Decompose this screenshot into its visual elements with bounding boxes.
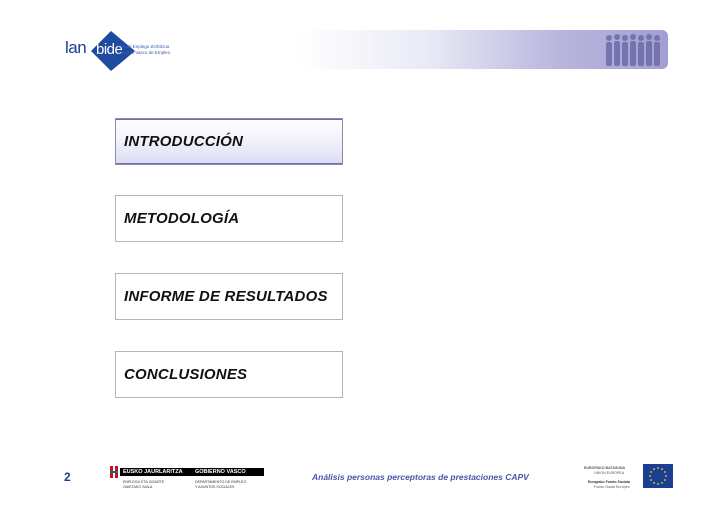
menu-item-label: INFORME DE RESULTADOS — [124, 288, 328, 305]
gov-label-basque: EUSKO JAURLARITZA — [123, 469, 183, 475]
menu-item-label: METODOLOGÍA — [124, 210, 240, 227]
people-silhouettes-icon — [604, 33, 662, 67]
gov-dept-2-line-1: DEPARTAMENTO DE EMPLEO — [195, 480, 247, 484]
menu-item-label: CONCLUSIONES — [124, 366, 248, 383]
menu-item-metodologia[interactable] — [115, 195, 343, 242]
lanbide-logo — [58, 29, 208, 73]
gov-dept-1-line-1: ENPLEGU ETA GIZARTE — [123, 480, 165, 484]
gobierno-vasco-logo — [110, 466, 260, 496]
eu-line-3: Europako Fondo Soziala — [588, 480, 630, 484]
eu-line-1: EUROPAKO BATASUNA — [584, 466, 626, 470]
eu-line-4: Fondo Social Europeo — [594, 485, 630, 489]
logo-text-bide: bide — [96, 41, 123, 58]
logo-subtitle-2: Servicio Vasco de Empleo — [118, 50, 171, 55]
menu-item-conclusiones[interactable] — [115, 351, 343, 398]
menu-item-introduccion[interactable] — [115, 118, 343, 165]
footer-document-title: Análisis personas perceptoras de prestaciones CAPV — [312, 472, 529, 482]
gov-dept-2-line-2: Y ASUNTOS SOCIALES — [195, 485, 235, 489]
gov-label-spanish: GOBIERNO VASCO — [195, 469, 246, 475]
header-banner — [297, 30, 668, 69]
eu-flag-icon — [643, 464, 673, 488]
logo-text-lan: lan — [65, 38, 87, 57]
page-number: 2 — [64, 470, 71, 484]
gov-dept-1-line-2: GAIETAKO SAILA — [123, 485, 153, 489]
logo-subtitle-1: Euskal Enplegu Zerbitzua — [118, 44, 170, 49]
menu-item-label: INTRODUCCIÓN — [124, 133, 244, 150]
eu-line-2: UNION EUROPEA — [594, 471, 625, 475]
eu-funding-block — [584, 462, 678, 496]
menu-item-informe-resultados[interactable] — [115, 273, 343, 320]
gov-shield-icon — [110, 466, 118, 478]
